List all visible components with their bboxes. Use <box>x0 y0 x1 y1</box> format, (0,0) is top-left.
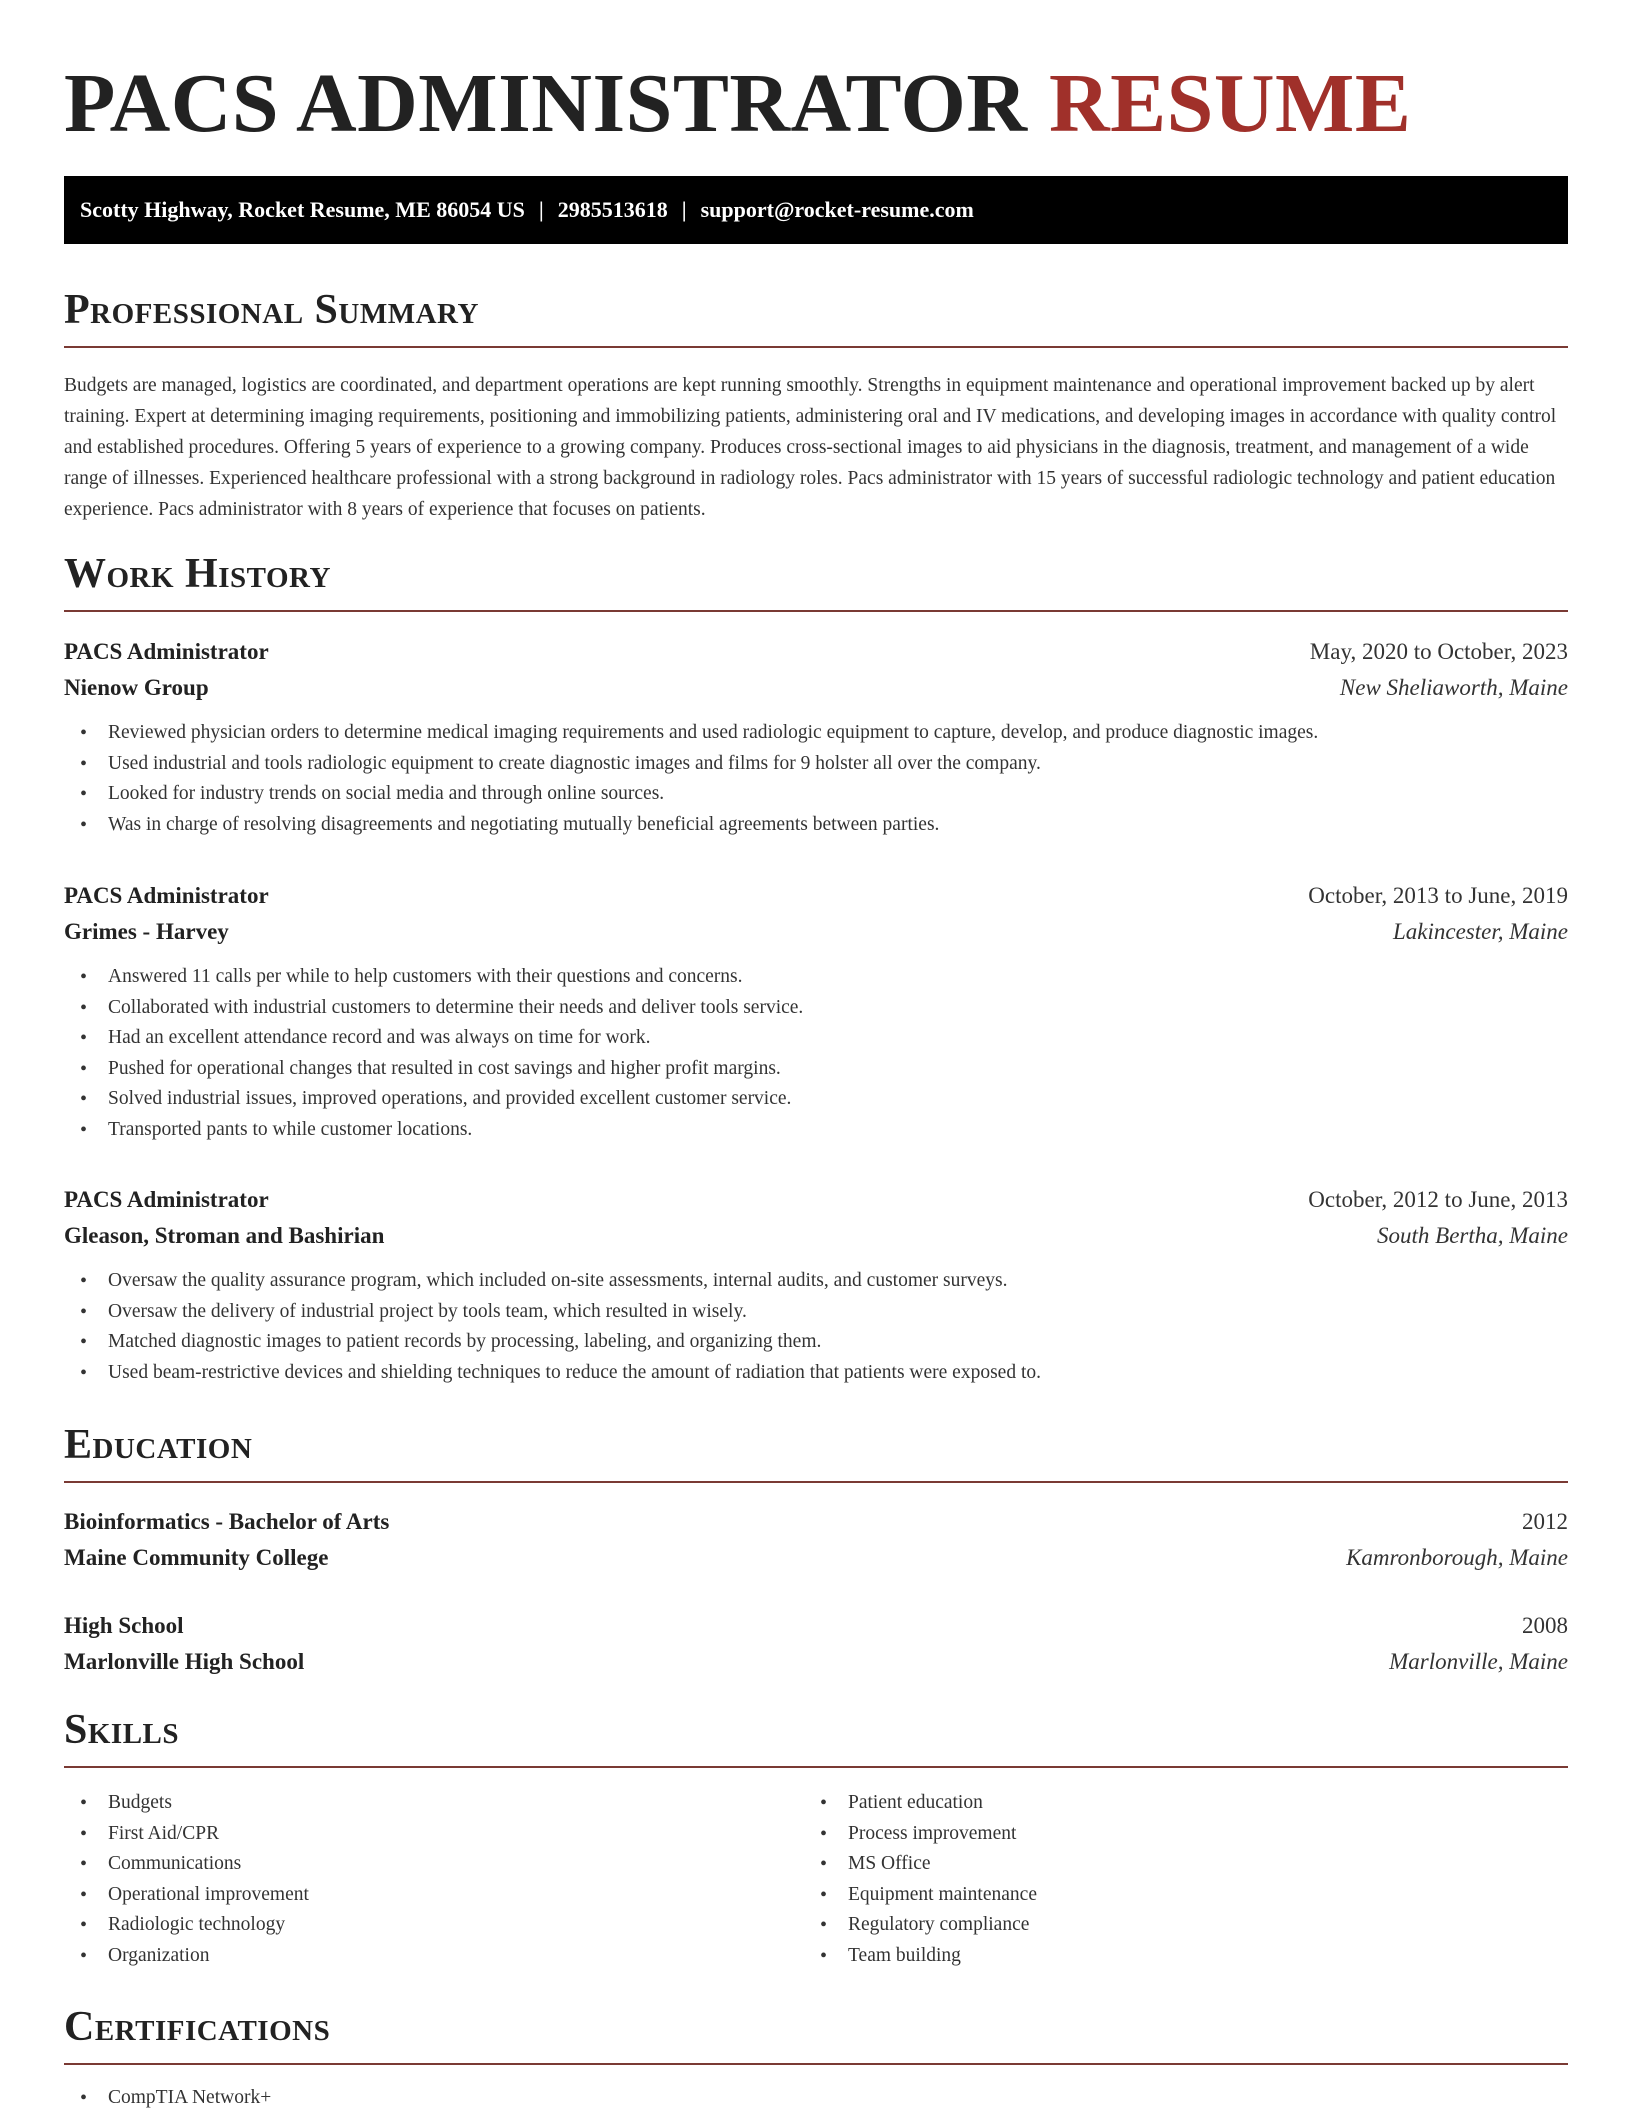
education-entry <box>64 1504 1568 1576</box>
job-title: PACS Administrator <box>64 883 269 908</box>
title-accent: RESUME <box>1048 57 1412 150</box>
section-education <box>64 1421 1568 1483</box>
contact-bar <box>64 176 1568 244</box>
list-item: • Was in charge of resolving disagreements and negotiating mutually beneficial agreements between parties. <box>64 810 1568 841</box>
list-item: • Solved industrial issues, improved operations, and provided excellent customer service. <box>64 1084 1568 1115</box>
list-item: • Oversaw the delivery of industrial project by tools team, which resulted in wisely. <box>64 1297 1568 1328</box>
skills-list <box>804 1788 1544 1971</box>
section-professional-summary <box>64 286 1568 348</box>
job-dates: October, 2013 to June, 2019 <box>1308 883 1568 908</box>
education-degree: High School <box>64 1613 184 1638</box>
list-item: • Had an excellent attendance record and was always on time for work. <box>64 1023 1568 1054</box>
job-location: South Bertha, Maine <box>1377 1223 1568 1248</box>
section-work-history <box>64 550 1568 612</box>
job-title: PACS Administrator <box>64 639 269 664</box>
certifications-entry <box>64 2083 1568 2112</box>
list-item: • Collaborated with industrial customers to determine their needs and deliver tools service. <box>64 993 1568 1024</box>
list-item: • Operational improvement <box>64 1880 804 1911</box>
title-main: PACS ADMINISTRATOR <box>64 57 1028 150</box>
list-item: • CompTIA Network+ <box>64 2083 1568 2112</box>
skills-list <box>64 1788 804 1971</box>
list-item: • Regulatory compliance <box>804 1910 1544 1941</box>
contact-email: support@rocket-resume.com <box>700 197 974 222</box>
skills-column-left <box>64 1788 804 1971</box>
job-dates: May, 2020 to October, 2023 <box>1309 639 1568 664</box>
certifications-list <box>64 2083 1568 2112</box>
job-duties <box>64 718 1568 840</box>
contact-separator: | <box>538 197 544 222</box>
section-skills <box>64 1706 1568 1768</box>
skills-column-right <box>804 1788 1544 1971</box>
job-company: Gleason, Stroman and Bashirian <box>64 1223 385 1248</box>
list-item: • Used industrial and tools radiologic equipment to create diagnostic images and films for 9 holster all over the company. <box>64 749 1568 780</box>
job-duties <box>64 962 1568 1145</box>
contact-address: Scotty Highway, Rocket Resume, ME 86054 US <box>80 197 525 222</box>
education-location: Kamronborough, Maine <box>1346 1545 1568 1570</box>
job-location: Lakincester, Maine <box>1392 919 1568 944</box>
job-dates: October, 2012 to June, 2013 <box>1308 1187 1568 1212</box>
section-heading: Education <box>64 1422 253 1468</box>
job-entry <box>64 1182 1568 1388</box>
list-item: • Organization <box>64 1941 804 1972</box>
list-item: • Reviewed physician orders to determine medical imaging requirements and used radiologic equipment to capture, develop, and produce diagnostic images. <box>64 718 1568 749</box>
section-heading: Professional Summary <box>64 287 479 333</box>
list-item: • Used beam-restrictive devices and shielding techniques to reduce the amount of radiation that patients were exposed to. <box>64 1358 1568 1389</box>
section-heading: Work History <box>64 551 331 597</box>
list-item: • First Aid/CPR <box>64 1819 804 1850</box>
list-item: • Equipment maintenance <box>804 1880 1544 1911</box>
job-duties <box>64 1266 1568 1388</box>
list-item: • Patient education <box>804 1788 1544 1819</box>
education-school: Marlonville High School <box>64 1649 305 1674</box>
education-year: 2008 <box>1522 1613 1568 1638</box>
list-item: • Answered 11 calls per while to help customers with their questions and concerns. <box>64 962 1568 993</box>
job-entry <box>64 634 1568 840</box>
job-location: New Sheliaworth, Maine <box>1339 675 1568 700</box>
contact-separator: | <box>681 197 687 222</box>
education-school: Maine Community College <box>64 1545 329 1570</box>
list-item: • Matched diagnostic images to patient records by processing, labeling, and organizing them. <box>64 1327 1568 1358</box>
section-certifications <box>64 2003 1568 2065</box>
job-title: PACS Administrator <box>64 1187 269 1212</box>
resume-title <box>64 56 1411 152</box>
list-item: • Radiologic technology <box>64 1910 804 1941</box>
list-item: • MS Office <box>804 1849 1544 1880</box>
education-entry <box>64 1608 1568 1680</box>
list-item: • Oversaw the quality assurance program, which included on-site assessments, internal audits, and customer surveys. <box>64 1266 1568 1297</box>
list-item: • Transported pants to while customer locations. <box>64 1115 1568 1146</box>
list-item: • Communications <box>64 1849 804 1880</box>
list-item: • Looked for industry trends on social media and through online sources. <box>64 779 1568 810</box>
job-entry <box>64 878 1568 1145</box>
list-item: • Budgets <box>64 1788 804 1819</box>
list-item: • Team building <box>804 1941 1544 1972</box>
job-company: Nienow Group <box>64 675 209 700</box>
list-item: • Process improvement <box>804 1819 1544 1850</box>
summary-text: Budgets are managed, logistics are coordinated, and department operations are kept running smoothly. Strengths in equipment maintenance and operational improvement backed up by alert training. Expert at determining imaging requirements, positioning and immobilizing patients, administering oral and IV medications, and developing images in accordance with quality control and established procedures. Offering 5 years of experience to a growing company. Produces cross-sectional images to aid physicians in the diagnosis, treatment, and management of a wide range of illnesses. Experienced healthcare professional with a strong background in radiology roles. Pacs administrator with 15 years of successful radiologic technology and patient education experience. Pacs administrator with 8 years of experience that focuses on patients. <box>64 375 1557 520</box>
section-heading: Certifications <box>64 2004 331 2050</box>
education-degree: Bioinformatics - Bachelor of Arts <box>64 1509 390 1534</box>
education-year: 2012 <box>1522 1509 1568 1534</box>
list-item: • Pushed for operational changes that resulted in cost savings and higher profit margins. <box>64 1054 1568 1085</box>
job-company: Grimes - Harvey <box>64 919 229 944</box>
education-location: Marlonville, Maine <box>1389 1649 1568 1674</box>
section-heading: Skills <box>64 1707 180 1753</box>
contact-phone: 2985513618 <box>557 197 668 222</box>
